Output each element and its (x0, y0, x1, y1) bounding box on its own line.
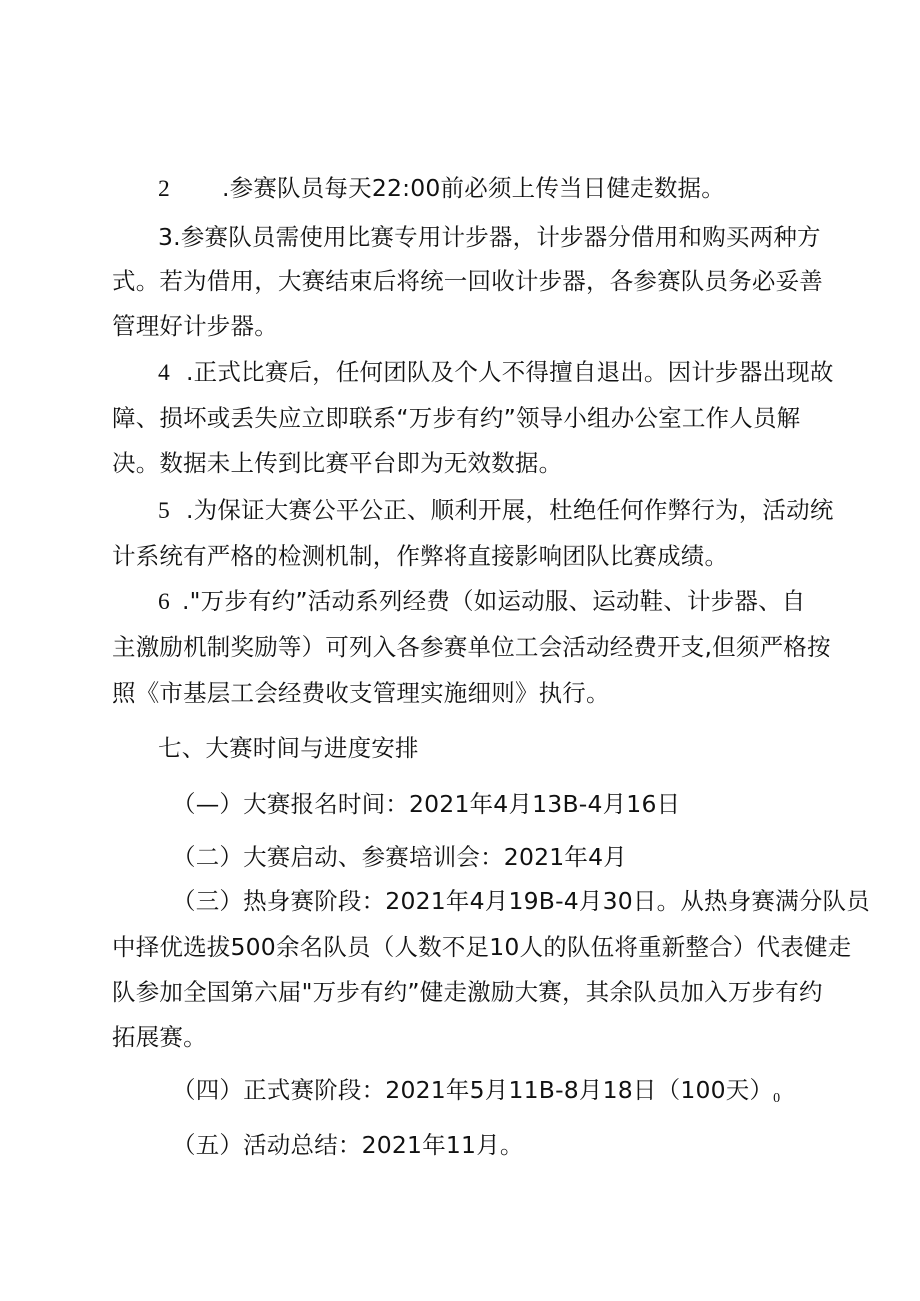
item-5-line-1 (158, 494, 834, 527)
item-3-line-3: 管理好计步器。 (112, 312, 278, 340)
item-6-text: ."万步有约”活动系列经费（如运动服、运动鞋、计步器、自 (181, 587, 806, 615)
item-4-text: .正式比赛后，任何团队及个人不得擅自退出。因计步器出现故 (185, 358, 834, 386)
schedule-item-3-line-1: （三）热身赛阶段：2021年4月19B-4月30日。从热身赛满分队员 (172, 887, 870, 915)
item-2-text: .参赛队员每天22:00前必须上传当日健走数据。 (221, 174, 725, 202)
item-4-number: 4 (158, 360, 170, 386)
section-7-heading: 七、大赛时间与进度安排 (158, 734, 419, 762)
item-4-line-2: 障、损坏或丢失应立即联系“万步有约”领导小组办公室工作人员解 (112, 404, 801, 432)
item-6-line-3: 照《市基层工会经费收支管理实施细则》执行。 (112, 679, 610, 707)
schedule-item-1: （—）大赛报名时间：2021年4月13B-4月16日 (172, 790, 681, 818)
item-3-line-1: 3.参赛队员需使用比赛专用计步器，计步器分借用和购买两种方 (158, 223, 821, 251)
item-5-number: 5 (158, 498, 170, 524)
schedule-item-4-suffix: 0 (773, 1091, 781, 1106)
item-2-number: 2 (158, 176, 170, 202)
item-5-text: .为保证大赛公平公正、顺利开展，杜绝任何作弊行为，活动统 (185, 496, 834, 524)
item-3-line-2: 式。若为借用，大赛结束后将统一回收计步器，各参赛队员务必妥善 (112, 267, 823, 295)
schedule-item-3-line-3: 队参加全国第六届"万步有约”健走激励大赛，其余队员加入万步有约 (112, 978, 823, 1006)
item-5-line-2: 计系统有严格的检测机制，作弊将直接影响团队比赛成绩。 (112, 542, 729, 570)
item-6-number: 6 (158, 589, 170, 615)
schedule-item-4-text: （四）正式赛阶段：2021年5月11B-8月18日（100天） (172, 1076, 774, 1104)
schedule-item-4 (172, 1074, 780, 1115)
schedule-item-2: （二）大赛启动、参赛培训会：2021年4月 (172, 843, 627, 871)
schedule-item-3-line-2: 中择优选拔500余名队员（人数不足10人的队伍将重新整合）代表健走 (112, 933, 852, 961)
item-6-line-2: 主激励机制奖励等）可列入各参赛单位工会活动经费开支,但须严格按 (112, 633, 831, 661)
schedule-item-5: （五）活动总结：2021年11月。 (172, 1131, 524, 1159)
item-2-line (158, 172, 725, 205)
item-4-line-1 (158, 356, 834, 389)
item-6-line-1 (158, 585, 806, 618)
schedule-item-3-line-4: 拓展赛。 (112, 1023, 207, 1051)
item-4-line-3: 决。数据未上传到比赛平台即为无效数据。 (112, 449, 563, 477)
